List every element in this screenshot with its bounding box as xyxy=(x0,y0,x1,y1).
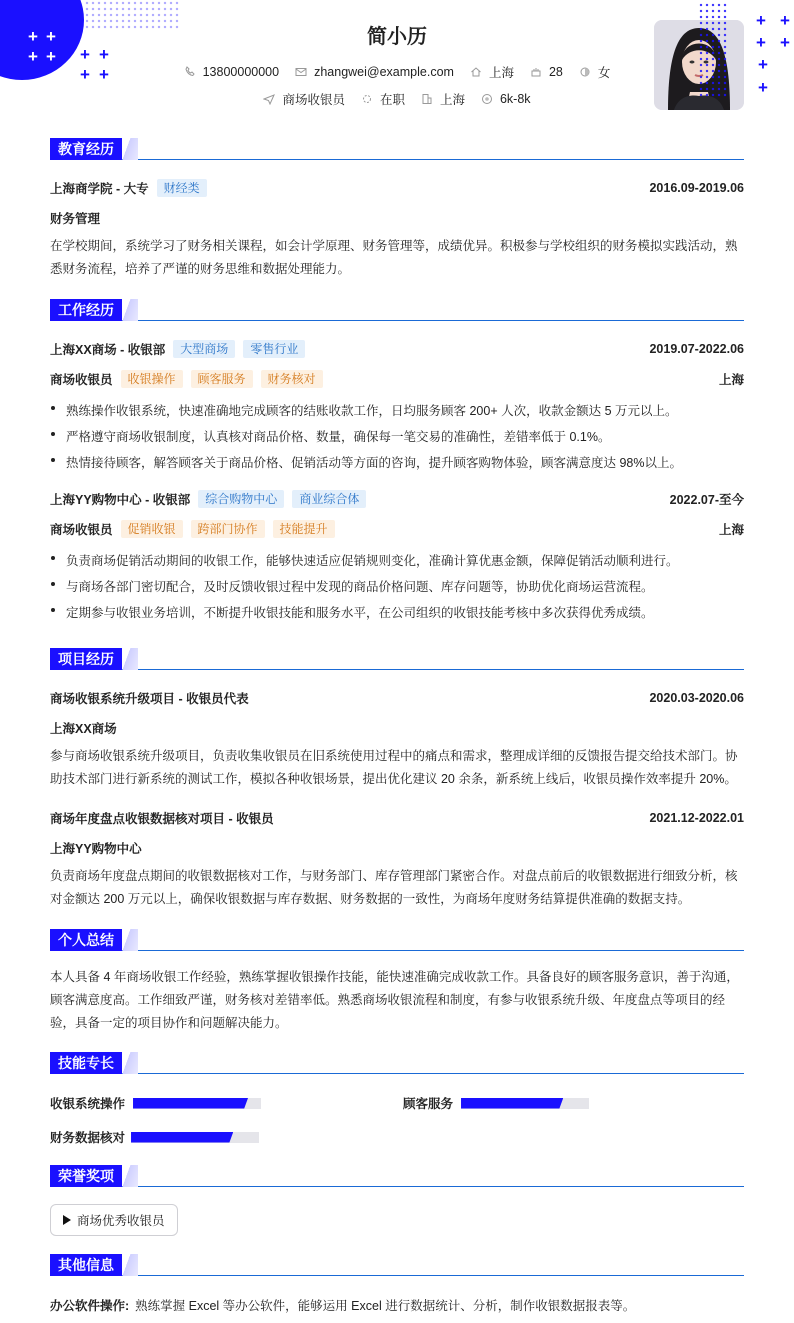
work-section-title: 工作经历 xyxy=(50,299,122,321)
decor-plus: + xyxy=(46,47,56,66)
age-item xyxy=(530,65,563,79)
target-city-value: 上海 xyxy=(439,93,465,107)
honor-item[interactable] xyxy=(50,1204,178,1236)
summary-section-title: 个人总结 xyxy=(50,929,122,951)
section-title-tail xyxy=(122,1052,138,1074)
section-title-tail xyxy=(122,929,138,951)
project-section-title: 项目经历 xyxy=(50,648,122,670)
salary-item xyxy=(481,92,531,106)
section-title-tail xyxy=(122,1165,138,1187)
project-title: 商场年度盘点收银数据核对项目 - 收银员 xyxy=(50,812,274,826)
summary-section-header xyxy=(50,929,744,951)
work-tag: 商业综合体 xyxy=(292,490,366,508)
project-org-row xyxy=(50,719,744,737)
section-title-tail xyxy=(122,299,138,321)
decor-plus: + xyxy=(99,45,109,64)
decor-plus: + xyxy=(780,11,790,30)
job-target-item xyxy=(263,90,345,108)
decor-plus: + xyxy=(80,65,90,84)
summary-text: 本人具备 4 年商场收银工作经验，熟练掌握收银操作技能，能快速准确完成收款工作。具备良好的顾客服务意识，善于沟通，顾客满意度高。工作细致严谨，财务核对差错率低。熟悉商场收银流程和制度，有参与收银系统升级、年度盘点等项目的经验，具备一定的项目协作和问题解决能力。 xyxy=(50,970,739,1030)
gender-item xyxy=(579,63,611,81)
status-value: 在职 xyxy=(379,93,405,107)
skill-bar-fill xyxy=(461,1098,563,1109)
decor-plus: + xyxy=(28,47,38,66)
skill-bar xyxy=(133,1098,261,1109)
work-tag: 大型商场 xyxy=(173,340,235,358)
work-skill-tag: 技能提升 xyxy=(273,520,335,538)
project-title-row xyxy=(50,689,744,707)
skill-item xyxy=(403,1094,589,1112)
work-role: 商场收银员 xyxy=(50,373,113,387)
honors-section-header xyxy=(50,1165,744,1187)
education-date: 2016.09-2019.06 xyxy=(649,181,744,195)
other-section-header xyxy=(50,1254,744,1276)
project-section-header xyxy=(50,648,744,670)
honor-name: 商场优秀收银员 xyxy=(77,1214,165,1228)
email-value: zhangwei@example.com xyxy=(314,65,454,79)
work-bullet: 与商场各部门密切配合，及时反馈收银过程中发现的商品价格问题、库存问题等，协助优化商场运营流程。 xyxy=(50,577,744,595)
decor-plus: + xyxy=(756,33,766,52)
project-description: 参与商场收银系统升级项目，负责收集收银员在旧系统使用过程中的痛点和需求，整理成详细的反馈报告提交给技术部门。协助技术部门进行新系统的测试工作，模拟各种收银场景，提出优化建议 20 余条，新系统上线后，收银员操作效率提升 20%。 xyxy=(50,749,738,786)
candidate-name: 简小历 xyxy=(367,26,427,48)
decor-plus: + xyxy=(99,65,109,84)
gender-icon xyxy=(579,66,591,78)
education-major-row xyxy=(50,209,744,227)
work-bullet: 熟练操作收银系统，快速准确地完成顾客的结账收款工作，日均服务顾客 200+ 人次，收款金额达 5 万元以上。 xyxy=(50,401,744,419)
status-icon xyxy=(361,93,373,105)
gender-value: 女 xyxy=(597,66,611,80)
education-description: 在学校期间，系统学习了财务相关课程，如会计学原理、财务管理等，成绩优异。积极参与学校组织的财务模拟实践活动，熟悉财务流程，培养了严谨的财务思维和数据处理能力。 xyxy=(50,239,738,276)
age-value: 28 xyxy=(548,65,563,79)
section-title-tail xyxy=(122,138,138,160)
section-title-tail xyxy=(122,648,138,670)
project-date: 2021.12-2022.01 xyxy=(649,811,744,825)
education-title-row xyxy=(50,179,744,197)
work-skill-tag: 财务核对 xyxy=(261,370,323,388)
skill-bar xyxy=(461,1098,589,1109)
skill-name: 财务数据核对 xyxy=(50,1131,126,1145)
skill-name: 收银系统操作 xyxy=(50,1097,126,1111)
project-title: 商场收银系统升级项目 - 收银员代表 xyxy=(50,692,249,706)
work-title-row xyxy=(50,490,744,508)
city-value: 上海 xyxy=(488,66,514,80)
other-info-label: 办公软件操作: xyxy=(50,1299,130,1313)
work-date: 2019.07-2022.06 xyxy=(649,342,744,356)
target-city-item xyxy=(421,90,465,108)
skill-name: 顾客服务 xyxy=(403,1097,454,1111)
work-role: 商场收银员 xyxy=(50,523,113,537)
education-major: 财务管理 xyxy=(50,212,101,226)
work-title: 上海XX商场 - 收银部 xyxy=(50,343,166,357)
city-item xyxy=(470,63,514,81)
work-title-row xyxy=(50,340,744,358)
work-tag: 零售行业 xyxy=(243,340,305,358)
phone-value: 13800000000 xyxy=(202,65,280,79)
education-tag: 财经类 xyxy=(157,179,207,197)
work-skill-tag: 促销收银 xyxy=(121,520,183,538)
work-location: 上海 xyxy=(718,523,744,537)
education-section-header xyxy=(50,138,744,160)
decor-plus: + xyxy=(758,78,768,97)
project-org: 上海XX商场 xyxy=(50,722,117,736)
decor-plus: + xyxy=(756,11,766,30)
work-skill-tag: 顾客服务 xyxy=(191,370,253,388)
work-location: 上海 xyxy=(718,373,744,387)
project-date: 2020.03-2020.06 xyxy=(649,691,744,705)
work-title: 上海YY购物中心 - 收银部 xyxy=(50,493,191,507)
section-title-tail xyxy=(122,1254,138,1276)
email-item xyxy=(295,65,454,79)
salary-value: 6k-8k xyxy=(499,92,531,106)
skills-section-header xyxy=(50,1052,744,1074)
education-section-title: 教育经历 xyxy=(50,138,122,160)
work-bullet: 定期参与收银业务培训，不断提升收银技能和服务水平，在公司组织的收银技能考核中多次获得优秀成绩。 xyxy=(50,603,744,621)
mail-icon xyxy=(295,66,307,78)
skill-bar-fill xyxy=(133,1098,248,1109)
age-icon xyxy=(530,66,542,78)
skill-item xyxy=(50,1128,259,1146)
work-bullet: 严格遵守商场收银制度，认真核对商品价格、数量，确保每一笔交易的准确性，差错率低于 0.1%。 xyxy=(50,427,744,445)
honors-section-title: 荣誉奖项 xyxy=(50,1165,122,1187)
home-icon xyxy=(470,66,482,78)
decor-dots xyxy=(698,2,728,98)
skills-section-title: 技能专长 xyxy=(50,1052,122,1074)
salary-icon xyxy=(481,93,493,105)
education-title: 上海商学院 - 大专 xyxy=(50,182,149,196)
work-section-header xyxy=(50,299,744,321)
project-description: 负责商场年度盘点期间的收银数据核对工作，与财务部门、库存管理部门紧密合作。对盘点前后的收银数据进行细致分析，核对金额达 200 万元以上，确保收银数据与库存数据、财务数据的一致性，为商场年度财务结算提供准确的数据支持。 xyxy=(50,869,738,906)
other-section-title: 其他信息 xyxy=(50,1254,122,1276)
work-tag: 综合购物中心 xyxy=(198,490,284,508)
other-info-text: 熟练掌握 Excel 等办公软件，能够运用 Excel 进行数据统计、分析，制作收银数据报表等。 xyxy=(135,1299,636,1313)
project-org-row xyxy=(50,839,744,857)
decor-plus: + xyxy=(28,27,38,46)
work-date: 2022.07-至今 xyxy=(669,493,744,507)
send-icon xyxy=(263,93,275,105)
skill-bar-fill xyxy=(131,1132,233,1143)
project-org: 上海YY购物中心 xyxy=(50,842,142,856)
work-skill-tag: 跨部门协作 xyxy=(191,520,265,538)
decor-plus: + xyxy=(80,45,90,64)
job-target-value: 商场收银员 xyxy=(282,93,345,107)
work-bullet: 热情接待顾客，解答顾客关于商品价格、促销活动等方面的咨询，提升顾客购物体验，顾客满意度达 98%以上。 xyxy=(50,453,744,471)
work-skill-tag: 收银操作 xyxy=(121,370,183,388)
skill-item xyxy=(50,1094,261,1112)
phone-icon xyxy=(184,66,196,78)
building-icon xyxy=(421,93,433,105)
project-title-row xyxy=(50,809,744,827)
decor-plus: + xyxy=(780,33,790,52)
decor-plus: + xyxy=(46,27,56,46)
other-info-row xyxy=(50,1296,744,1314)
work-bullet: 负责商场促销活动期间的收银工作，能够快速适应促销规则变化，准确计算优惠金额，保障促销活动顺利进行。 xyxy=(50,551,744,569)
work-role-row xyxy=(50,520,744,538)
skill-bar xyxy=(131,1132,259,1143)
work-role-row xyxy=(50,370,744,388)
phone-item xyxy=(184,65,279,79)
play-icon xyxy=(63,1215,71,1225)
status-item xyxy=(361,90,405,108)
decor-plus: + xyxy=(758,55,768,74)
